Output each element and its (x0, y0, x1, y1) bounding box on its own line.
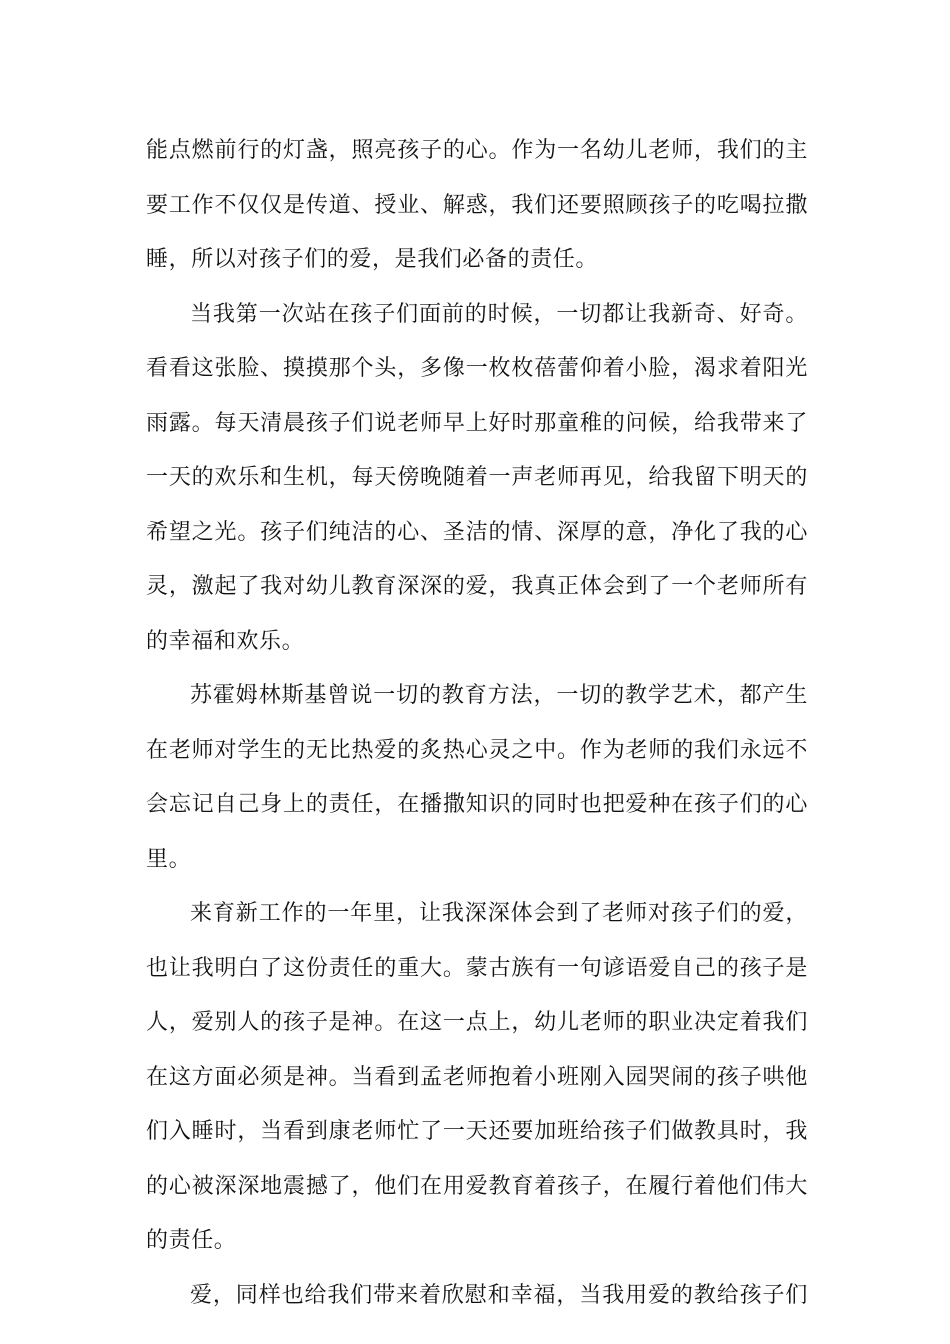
text-line: 的责任。 (146, 1228, 237, 1253)
text-line: 看看这张脸、摸摸那个头，多像一枚枚蓓蕾仰着小脸，渴求着阳光 (146, 356, 808, 381)
text-line: 在老师对学生的无比热爱的炙热心灵之中。作为老师的我们永远不 (146, 737, 808, 763)
body-text (146, 124, 808, 1323)
text-line: 的心被深深地震撼了，他们在用爱教育着孩子，在履行着他们伟大 (146, 1173, 808, 1199)
text-line: 灵，激起了我对幼儿教育深深的爱，我真正体会到了一个老师所有 (146, 574, 808, 599)
text-line: 的幸福和欢乐。 (146, 628, 305, 654)
text-line: 在这方面必须是神。当看到孟老师抱着小班刚入园哭闹的孩子哄他 (146, 1064, 808, 1090)
text-line: 睡，所以对孩子们的爱，是我们必备的责任。 (146, 247, 599, 272)
text-line: 也让我明白了这份责任的重大。蒙古族有一句谚语爱自己的孩子是 (146, 955, 808, 981)
text-line: 爱，同样也给我们带来着欣慰和幸福，当我用爱的教给孩子们 (190, 1282, 808, 1308)
text-line: 会忘记自己身上的责任，在播撒知识的同时也把爱种在孩子们的心 (146, 792, 808, 817)
text-line: 当我第一次站在孩子们面前的时候，一切都让我新奇、好奇。 (190, 301, 808, 327)
text-line: 里。 (146, 846, 192, 872)
text-line: 苏霍姆林斯基曾说一切的教育方法，一切的教学艺术，都产生 (190, 683, 808, 708)
text-line: 来育新工作的一年里，让我深深体会到了老师对孩子们的爱， (190, 901, 808, 926)
text-line: 雨露。每天清晨孩子们说老师早上好时那童稚的问候，给我带来了 (146, 410, 808, 436)
text-line: 一天的欢乐和生机，每天傍晚随着一声老师再见，给我留下明天的 (146, 465, 808, 490)
text-line: 人，爱别人的孩子是神。在这一点上，幼儿老师的职业决定着我们 (146, 1010, 808, 1035)
text-line: 要工作不仅仅是传道、授业、解惑，我们还要照顾孩子的吃喝拉撒 (146, 192, 808, 218)
text-line: 能点燃前行的灯盏，照亮孩子的心。作为一名幼儿老师，我们的主 (146, 138, 808, 163)
text-line: 希望之光。孩子们纯洁的心、圣洁的情、深厚的意，净化了我的心 (146, 519, 808, 545)
text-line: 们入睡时，当看到康老师忙了一天还要加班给孩子们做教具时，我 (146, 1119, 808, 1144)
